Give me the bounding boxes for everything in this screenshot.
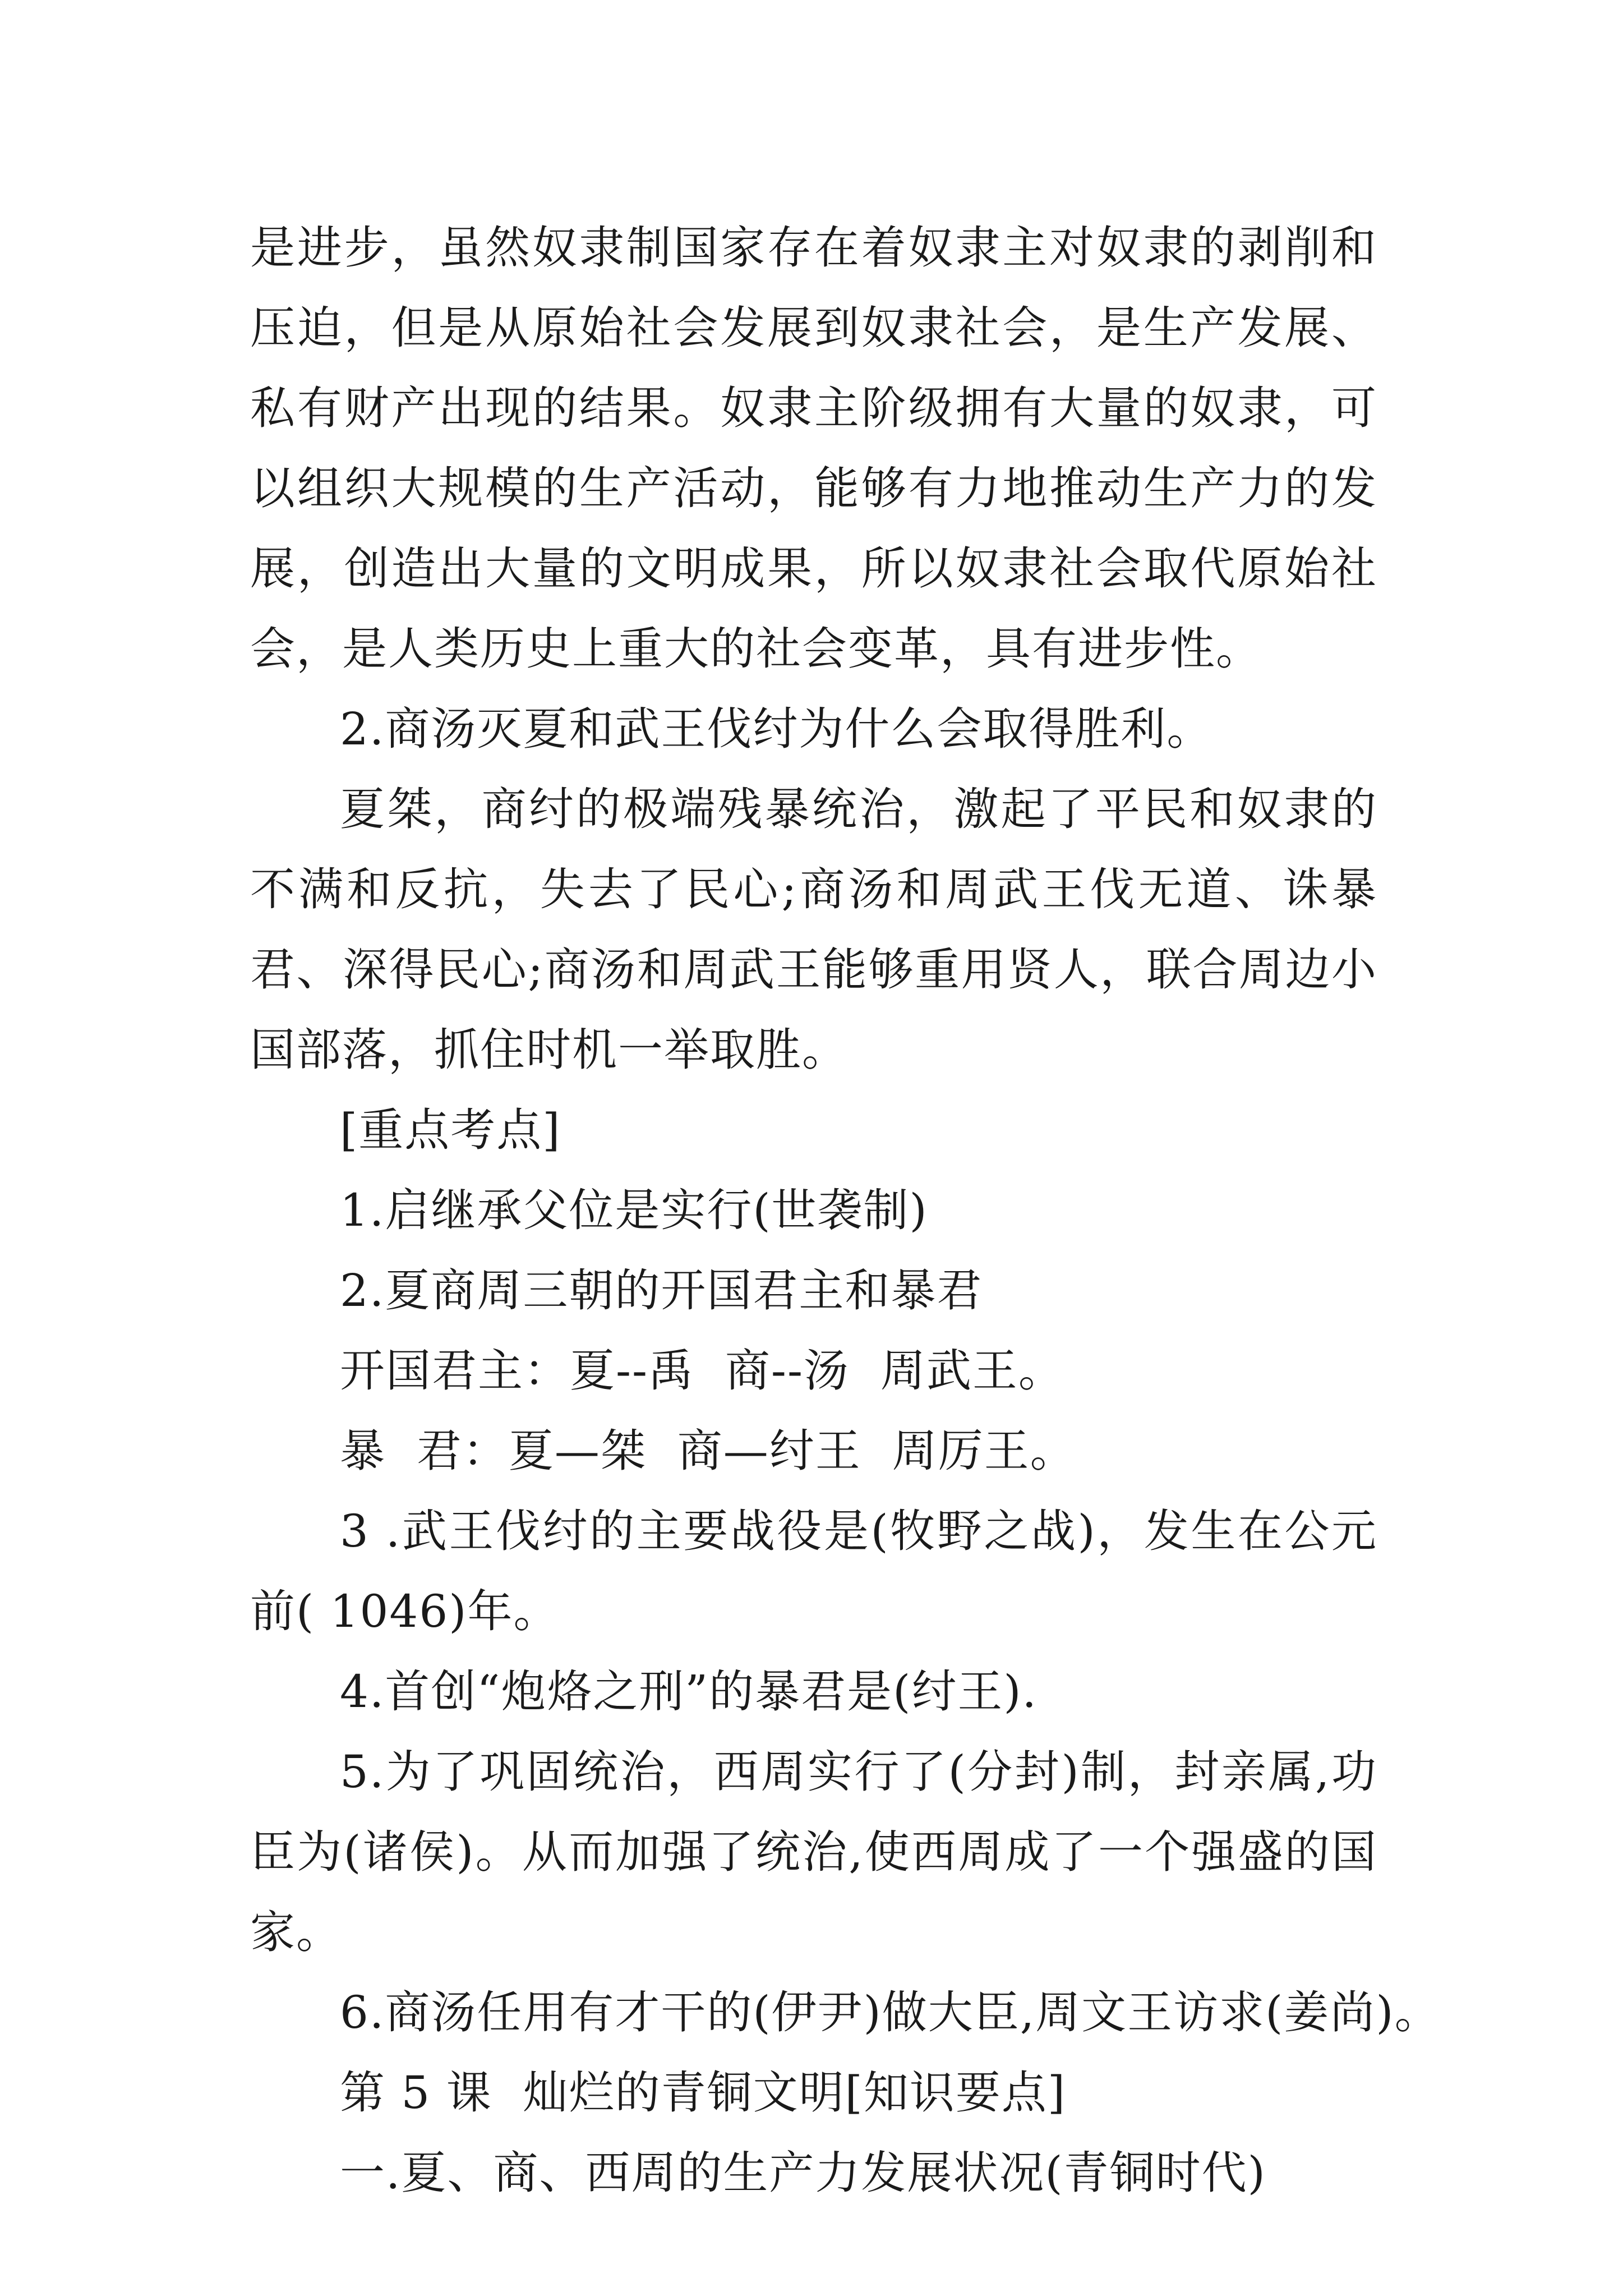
document-body	[250, 208, 1441, 2213]
paragraph-slavery-progress: 是进步，虽然奴隶制国家存在着奴隶主对奴隶的剥削和压迫，但是从原始社会发展到奴隶社会，是生产发展、私有财产出现的结果。奴隶主阶级拥有大量的奴隶，可以组织大规模的生产活动，能够有力地推动生产力的发展，创造出大量的文明成果，所以奴隶社会取代原始社会，是人类历史上重大的社会变革，具有进步性。	[250, 222, 1377, 675]
key-point-2: 2.夏商周三朝的开国君主和暴君	[340, 1264, 983, 1317]
paragraph-victory-reasons: 夏桀，商纣的极端残暴统治，激起了平民和奴隶的不满和反抗，失去了民心;商汤和周武王伐无道、诛暴君、深得民心;商汤和周武王能够重用贤人，联合周边小国部落，抓住时机一举取胜。	[250, 783, 1377, 1076]
section-heading-key-points: [重点考点]	[340, 1104, 561, 1156]
key-point-3: 3 .武王伐纣的主要战役是(牧野之战)，发生在公元前( 1046)年。	[250, 1505, 1377, 1637]
key-point-6: 6.商汤任用有才干的(伊尹)做大臣,周文王访求(姜尚)。	[340, 1986, 1441, 2039]
question-why-victory: 2.商汤灭夏和武王伐纣为什么会取得胜利。	[340, 703, 1213, 755]
tyrants-line: 暴 君：夏—桀 商—纣王 周厉王。	[340, 1425, 1076, 1477]
knowledge-point-1: 一.夏、商、西周的生产力发展状况(青铜时代)	[340, 2147, 1266, 2199]
lesson-5-title: 第 5 课 灿烂的青铜文明[知识要点]	[340, 2067, 1067, 2119]
key-point-4: 4.首创“炮烙之刑”的暴君是(纣王).	[340, 1665, 1038, 1718]
key-point-5: 5.为了巩固统治，西周实行了(分封)制，封亲属,功臣为(诸侯)。从而加强了统治,使西周成了一个强盛的国家。	[250, 1746, 1377, 1958]
founders-line: 开国君主：夏--禹 商--汤 周武王。	[340, 1345, 1064, 1397]
key-point-1: 1.启继承父位是实行(世袭制)	[340, 1184, 928, 1236]
